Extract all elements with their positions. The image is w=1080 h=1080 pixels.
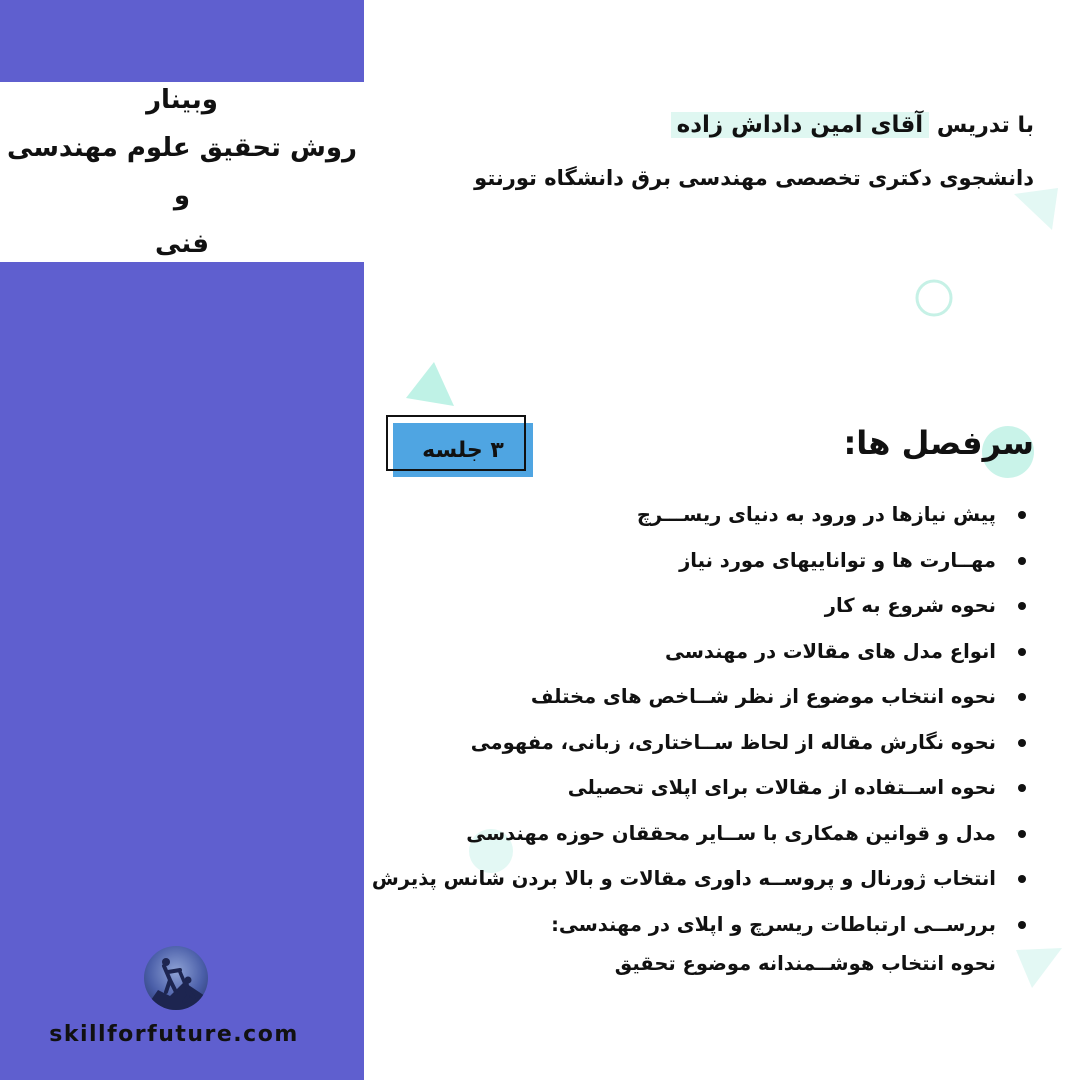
topic-subitem: نحوه انتخاب هوشــمندانه موضوع تحقیق <box>614 952 996 975</box>
topic-text: بررســی ارتباطات ریسرچ و اپلای در مهندسی: <box>551 912 996 936</box>
list-item <box>372 492 1030 538</box>
bullet-icon <box>1018 921 1026 929</box>
left-panel <box>0 0 364 1080</box>
topics-list <box>372 492 1030 947</box>
instructor-line <box>671 112 1034 138</box>
topic-text: انتخاب ژورنال و پروســه داوری مقالات و بالا بردن شانس پذیرش <box>371 867 996 890</box>
list-item <box>372 629 1030 675</box>
ring-decoration <box>912 278 956 322</box>
triangle-decoration <box>1012 944 1064 990</box>
topic-text: نحوه نگارش مقاله از لحاظ ســاختاری، زبانی، مفهومی <box>470 730 996 754</box>
list-item <box>372 720 1030 766</box>
sessions-label: ۳ جلسه <box>422 437 504 463</box>
triangle-decoration <box>404 360 456 408</box>
list-item <box>372 856 1030 902</box>
bullet-icon <box>1018 648 1026 656</box>
sessions-badge-border <box>386 415 526 471</box>
list-item <box>372 811 1030 857</box>
topic-text: پیش نیازها در ورود به دنیای ریســـرچ <box>636 503 996 526</box>
instructor-affiliation: دانشجوی دکتری تخصصی مهندسی برق دانشگاه تورنتو <box>474 166 1034 190</box>
topic-text: نحوه انتخاب موضوع از نظر شــاخص های مختلف <box>530 685 996 708</box>
bullet-icon <box>1018 602 1026 610</box>
instructor-name: آقای امین داداش زاده <box>671 112 930 138</box>
topic-text: نحوه شروع به کار <box>824 594 996 617</box>
topic-text: مدل و قوانین همکاری با ســایر محققان حوزه مهندسی <box>466 821 996 845</box>
list-item <box>372 538 1030 584</box>
climbers-logo-icon <box>144 946 208 1010</box>
instructor-prefix: با تدریس <box>936 113 1034 138</box>
bullet-icon <box>1018 875 1026 883</box>
bullet-icon <box>1018 557 1026 565</box>
webinar-title-line-3: فنی <box>155 229 209 259</box>
list-item <box>372 902 1030 948</box>
bullet-icon <box>1018 784 1026 792</box>
webinar-title-box <box>0 82 364 262</box>
topics-heading: سرفصل ها: <box>843 424 1034 462</box>
bullet-icon <box>1018 830 1026 838</box>
triangle-decoration <box>1010 184 1062 232</box>
topic-text: انواع مدل های مقالات در مهندسی <box>664 639 996 663</box>
topic-text: مهــارت ها و تواناییهای مورد نیاز <box>679 548 996 572</box>
list-item <box>372 583 1030 629</box>
topic-text: نحوه اســتفاده از مقالات برای اپلای تحصیلی <box>567 776 996 799</box>
website-url: skillforfuture.com <box>49 1022 299 1047</box>
webinar-title-line-1: وبینار <box>146 85 218 115</box>
bullet-icon <box>1018 693 1026 701</box>
bullet-icon <box>1018 511 1026 519</box>
webinar-title-line-2: روش تحقیق علوم مهندسی و <box>7 133 357 211</box>
bullet-icon <box>1018 739 1026 747</box>
list-item <box>372 765 1030 811</box>
list-item <box>372 674 1030 720</box>
